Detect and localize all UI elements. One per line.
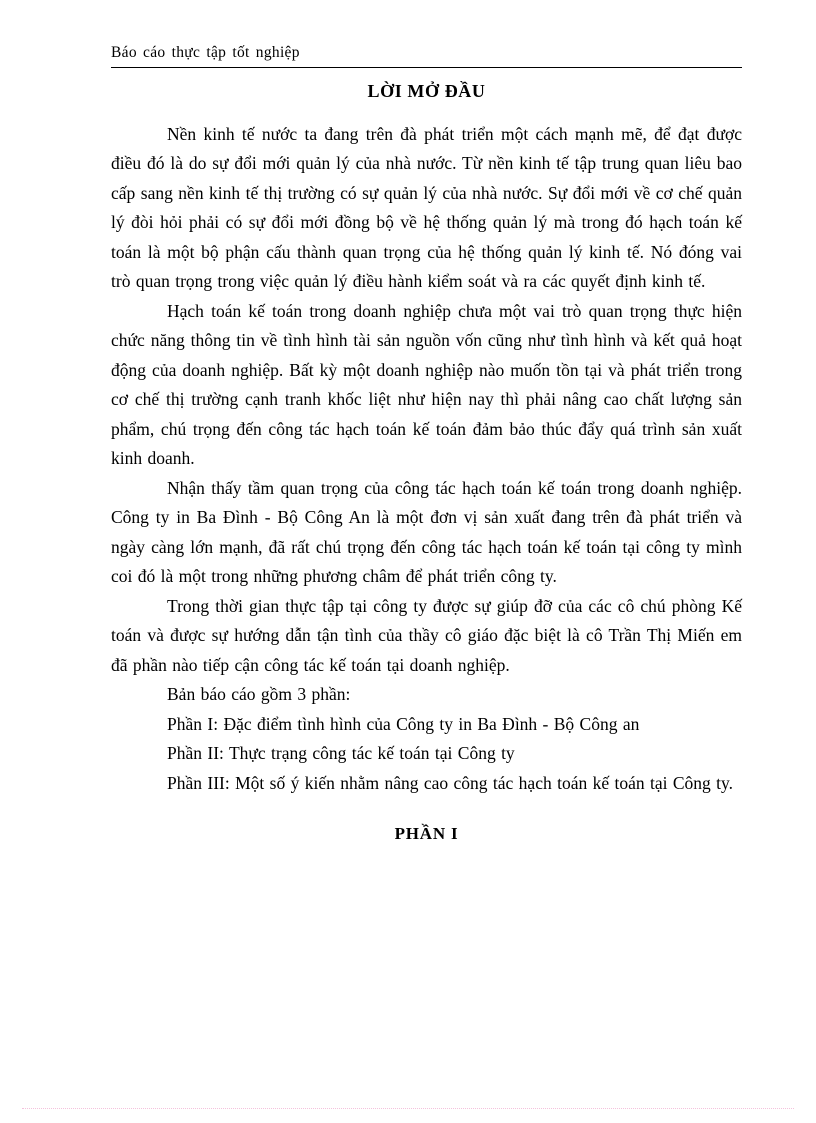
section-heading-part-1: PHẦN I [394, 824, 459, 844]
outline-item-part-2: Phần II: Thực trạng công tác kế toán tại Công ty [167, 743, 515, 764]
page-title: LỜI MỞ ĐẦU [367, 81, 486, 102]
outline-item-part-1: Phần I: Đặc điểm tình hình của Công ty in Ba Đình - Bộ Công an [167, 713, 640, 734]
running-header: Báo cáo thực tập tốt nghiệp [111, 44, 300, 61]
body-paragraph-3: Nhận thấy tầm quan trọng của công tác hạch toán kế toán trong doanh nghiệp. Công ty in Ba Đình - Bộ Công An là một đơn vị sản xuất đang trên đà phát triển và ngày càng lớn mạnh, đã rất chú trọng đến công tác hạch toán kế toán tại công ty mình coi đó là một trong những phương châm để phát triển công ty. [111, 477, 742, 587]
body-paragraph-4: Trong thời gian thực tập tại công ty được sự giúp đỡ của các cô chú phòng Kế toán và được sự hướng dẫn tận tình của thầy cô giáo đặc biệt là cô Trần Thị Miến em đã phần nào tiếp cận công tác kế toán tại doanh nghiệp. [111, 595, 742, 675]
outline-intro-line: Bản báo cáo gồm 3 phần: [167, 684, 351, 705]
page-body [111, 44, 742, 845]
body-paragraph-2: Hạch toán kế toán trong doanh nghiệp chưa một vai trò quan trọng thực hiện chức năng thông tin về tình hình tài sản nguồn vốn cũng như tình hình và kết quả hoạt động của doanh nghiệp. Bất kỳ một doanh nghiệp nào muốn tồn tại và phát triển trong cơ chế thị trường cạnh tranh khốc liệt như hiện nay thì phải nâng cao chất lượng sản phẩm, chú trọng đến công tác hạch toán kế toán đảm bảo thúc đẩy quá trình sản xuất kinh doanh. [111, 300, 742, 469]
outline-item-part-3: Phần III: Một số ý kiến nhằm nâng cao công tác hạch toán kế toán tại Công ty. [167, 772, 734, 793]
page-bottom-dotted-rule [22, 1108, 794, 1110]
body-paragraph-1: Nền kinh tế nước ta đang trên đà phát triển một cách mạnh mẽ, để đạt được điều đó là do sự đổi mới quản lý của nhà nước. Từ nền kinh tế tập trung quan liêu bao cấp sang nền kinh tế thị trường có sự quản lý của nhà nước. Sự đổi mới về cơ chế quản lý đòi hỏi phải có sự đổi mới đồng bộ về hệ thống quản lý mà trong đó hạch toán kế toán là một bộ phận cấu thành quan trọng của hệ thống quản lý kinh tế. Nó đóng vai trò quan trọng trong việc quản lý điều hành kiểm soát và ra các quyết định kinh tế. [111, 123, 742, 292]
section-spacer [111, 798, 742, 824]
header-divider [111, 67, 742, 68]
